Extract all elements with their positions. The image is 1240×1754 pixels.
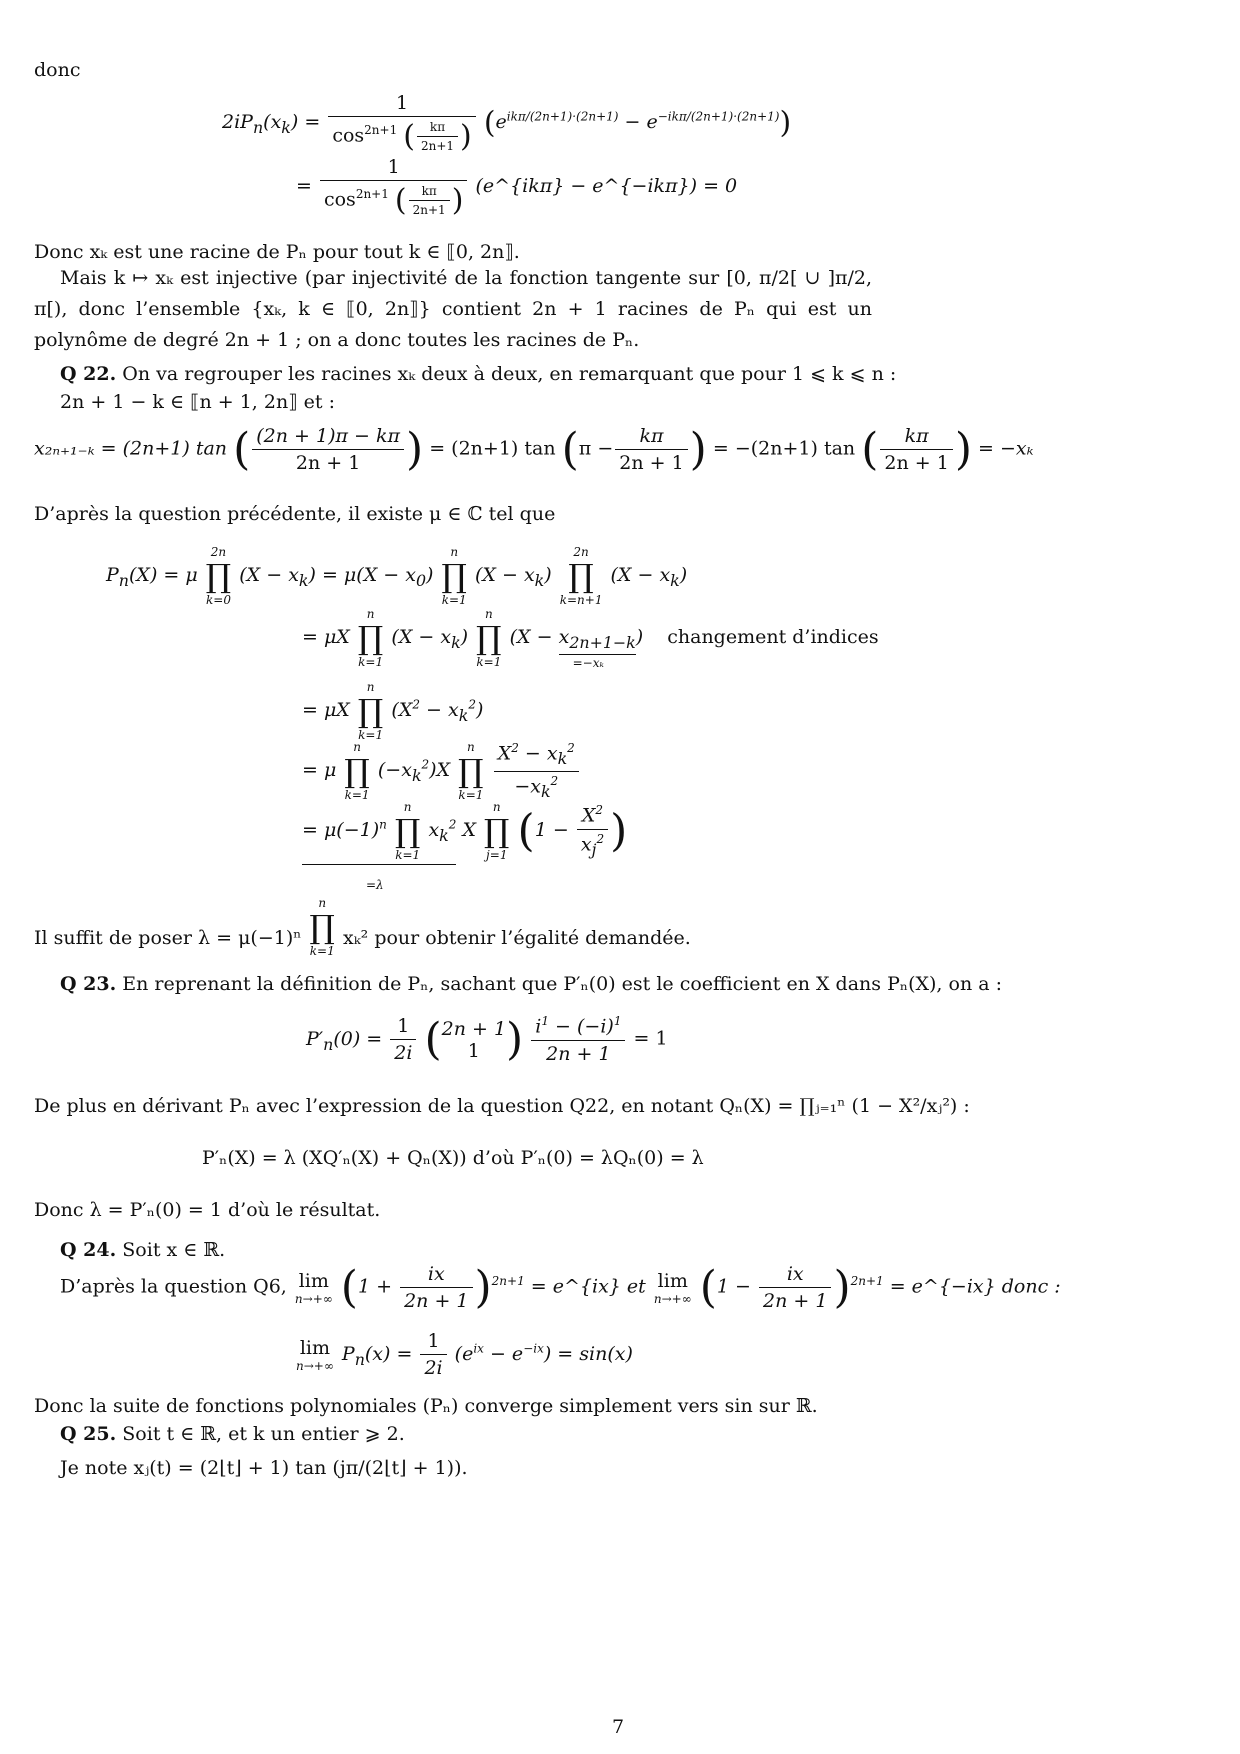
- q22-label: Q 22.: [60, 363, 117, 385]
- q22-heading: [60, 362, 896, 386]
- lambda-result: Donc λ = P′ₙ(0) = 1 d’où le résultat.: [34, 1199, 381, 1221]
- brace-label-lambda: =λ: [366, 878, 384, 892]
- q24-limits-line: D’après la question Q6, lim n→+∞ (1 + $\frac{ix}{2n + 1}$ )$^{2n+1}$ = e^{ix} et lim n→+∞ (1 − $\frac{ix}{2n + 1}$ )$^{2n+1}$ = e^{−ix} donc :: [60, 1262, 1061, 1313]
- q25-definition: Je note xⱼ(t) = (2⌊t⌋ + 1) tan (jπ/(2⌊t⌋ + 1)).: [60, 1457, 468, 1479]
- convergence-statement: Donc la suite de fonctions polynomiales (Pₙ) converge simplement vers sin sur ℝ.: [34, 1395, 818, 1417]
- product-line-1: $P_n(X) = \mu$ 2n ∏ k=0 $(X - x_k) = \mu(X - x_0)$ n ∏ k=1 $(X - x_k)$ 2n ∏ k=n+1 $(X - x_k)$: [106, 545, 688, 607]
- intro-text: donc: [34, 59, 81, 81]
- brace-label-neg-xk: =−xₖ: [572, 656, 604, 670]
- injectivity-paragraph: Mais k ↦ xₖ est injective (par injectivité de la fonction tangente sur [0, π/2[ ∪ ]π/2, π[), donc l’ensemble {xₖ, k ∈ ⟦0, 2n⟧} contient 2n + 1 racines de Pₙ qui est un polynôme de degré 2n + 1 ; on a donc toutes les racines de Pₙ.: [34, 267, 872, 351]
- q25-label: Q 25.: [60, 1423, 117, 1445]
- previous-question-text: D’après la question précédente, il existe μ ∈ ℂ tel que: [34, 503, 556, 525]
- product-line-5: = $\mu(-1)^n$ n ∏ k=1 $x_k^2$ =λ X n ∏ j=1 (1 − $\frac{X^2}{x_j^2}$ ): [302, 800, 628, 892]
- q25-text: Soit t ∈ ℝ, et k un entier ⩾ 2.: [122, 1423, 405, 1445]
- q23-label: Q 23.: [60, 973, 117, 995]
- q23-heading: [60, 972, 1002, 996]
- root-statement: Donc xₖ est une racine de Pₙ pour tout k ∈ ⟦0, 2n⟧.: [34, 241, 520, 263]
- equation-2: x₂ₙ₊₁₋ₖ = (2n+1) tan ( $\frac{(2n + 1)\pi - k\pi}{2n + 1}$ ) = (2n+1) tan (π − $\frac{k\pi}{2n + 1}$ ) = −(2n+1) tan ( $\frac{k\pi}{2n + 1}$ ) = −xₖ: [34, 424, 1034, 475]
- q22-line2: 2n + 1 − k ∈ ⟦n + 1, 2n⟧ et :: [60, 391, 335, 413]
- lambda-statement: Il suffit de poser λ = μ(−1)ⁿ n ∏ k=1 xₖ² pour obtenir l’égalité demandée.: [34, 896, 691, 958]
- q23-equation: $P'_n(0)$ = $\frac{1}{2i}$ ( 2n + 1 1 ) $\frac{i^1 - (-i)^1}{2n + 1}$ = 1: [306, 1014, 668, 1065]
- change-indices-note: changement d’indices: [667, 626, 879, 648]
- product-line-3: = μX n ∏ k=1 $(X^2 - x_k^2)$: [302, 680, 484, 742]
- limit-equation: lim n→+∞ $P_n(x)$ = $\frac{1}{2i}$ $(e^{ix} - e^{-ix}) = \sin(x)$: [296, 1330, 633, 1379]
- product-line-4: = μ n ∏ k=1 $(-x_k^2)X$ n ∏ k=1 $\frac{X^2 - x_k^2}{-x_k^2}$: [302, 740, 581, 802]
- derivative-equation: P′ₙ(X) = λ (XQ′ₙ(X) + Qₙ(X)) d’où P′ₙ(0) = λQₙ(0) = λ: [202, 1147, 704, 1169]
- derivative-text: De plus en dérivant Pₙ avec l’expression de la question Q22, en notant Qₙ(X) = ∏ⱼ₌₁ⁿ (1 − X²/xⱼ²) :: [34, 1095, 970, 1117]
- q24-heading: [60, 1238, 225, 1262]
- equation-1b: = 1 $\cos^{2n+1}$ ( $\frac{k\pi}{2n+1}$ ) (e^{ikπ} − e^{−ikπ}) = 0: [296, 156, 738, 218]
- page-number: 7: [612, 1716, 625, 1738]
- q25-heading: [60, 1422, 405, 1446]
- equation-1: $2iP_n(x_k)$ = 1 $\cos^{2n+1}$ ( $\frac{k\pi}{2n+1}$ ) $(e^{ik\pi/(2n+1)\cdot(2n+1)} - e^{-ik\pi/(2n+1)\cdot(2n+1)})$: [222, 92, 792, 154]
- q23-text: En reprenant la définition de Pₙ, sachant que P′ₙ(0) est le coefficient en X dans Pₙ(X), on a :: [122, 973, 1002, 995]
- q24-text: Soit x ∈ ℝ.: [122, 1239, 226, 1261]
- q22-text: On va regrouper les racines xₖ deux à deux, en remarquant que pour 1 ⩽ k ⩽ n :: [122, 363, 897, 385]
- q24-label: Q 24.: [60, 1239, 117, 1261]
- product-line-2: = μX n ∏ k=1 $(X - x_k)$ n ∏ k=1 ($X - x_{2n+1-k}$ =−xₖ ) changement d’indices: [302, 607, 879, 670]
